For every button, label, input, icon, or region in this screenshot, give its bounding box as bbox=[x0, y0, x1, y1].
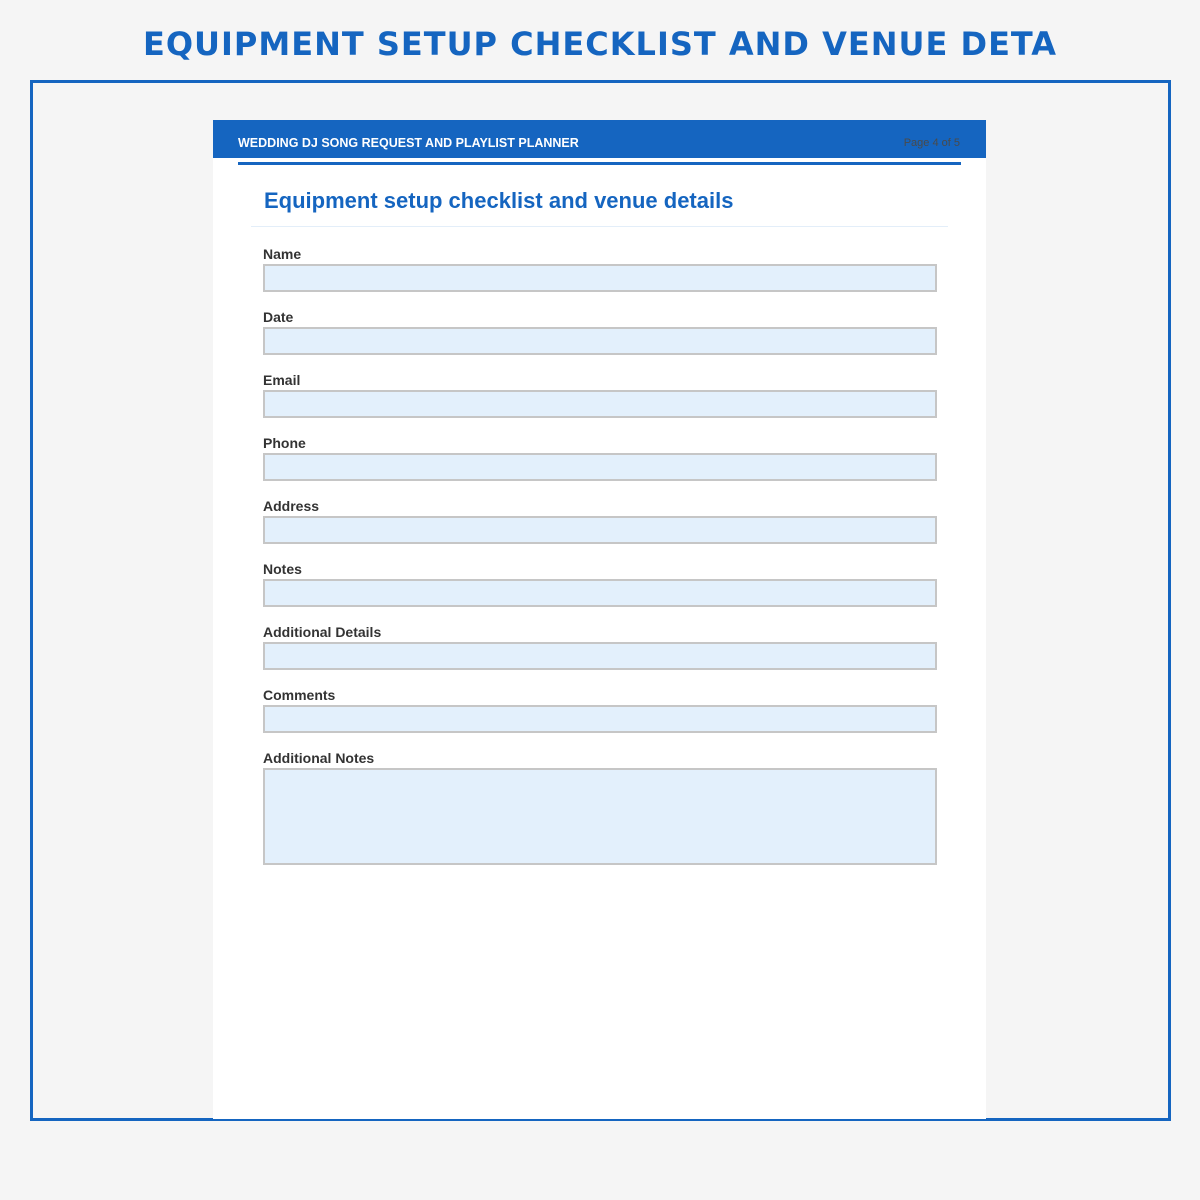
additional-notes-textarea[interactable] bbox=[263, 768, 937, 865]
additional-notes-label: Additional Notes bbox=[263, 750, 375, 766]
phone-input[interactable] bbox=[263, 453, 937, 481]
comments-input[interactable] bbox=[263, 705, 937, 733]
notes-field-group bbox=[263, 561, 938, 607]
comments-label: Comments bbox=[263, 687, 336, 703]
name-label: Name bbox=[263, 246, 302, 262]
header-divider bbox=[238, 162, 961, 165]
address-label: Address bbox=[263, 498, 320, 514]
comments-field-group bbox=[263, 687, 938, 733]
document-page bbox=[213, 120, 986, 1119]
header-title: WEDDING DJ SONG REQUEST AND PLAYLIST PLANNER bbox=[238, 136, 579, 150]
email-input[interactable] bbox=[263, 390, 937, 418]
address-input[interactable] bbox=[263, 516, 937, 544]
notes-label: Notes bbox=[263, 561, 302, 577]
notes-input[interactable] bbox=[263, 579, 937, 607]
banner-title: EQUIPMENT SETUP CHECKLIST AND VENUE DETA bbox=[142, 25, 1058, 63]
section-title: Equipment setup checklist and venue details bbox=[264, 188, 734, 213]
name-field-group bbox=[263, 246, 938, 292]
address-field-group bbox=[263, 498, 938, 544]
additional-details-field-group bbox=[263, 624, 938, 670]
date-field-group bbox=[263, 309, 938, 355]
date-label: Date bbox=[263, 309, 294, 325]
page-header bbox=[213, 120, 986, 158]
phone-field-group bbox=[263, 435, 938, 481]
date-input[interactable] bbox=[263, 327, 937, 355]
name-input[interactable] bbox=[263, 264, 937, 292]
email-field-group bbox=[263, 372, 938, 418]
email-label: Email bbox=[263, 372, 301, 388]
additional-notes-field-group bbox=[263, 750, 938, 865]
additional-details-label: Additional Details bbox=[263, 624, 382, 640]
phone-label: Phone bbox=[263, 435, 306, 451]
additional-details-input[interactable] bbox=[263, 642, 937, 670]
section-divider bbox=[251, 226, 948, 227]
page-number: Page 4 of 5 bbox=[903, 137, 960, 149]
